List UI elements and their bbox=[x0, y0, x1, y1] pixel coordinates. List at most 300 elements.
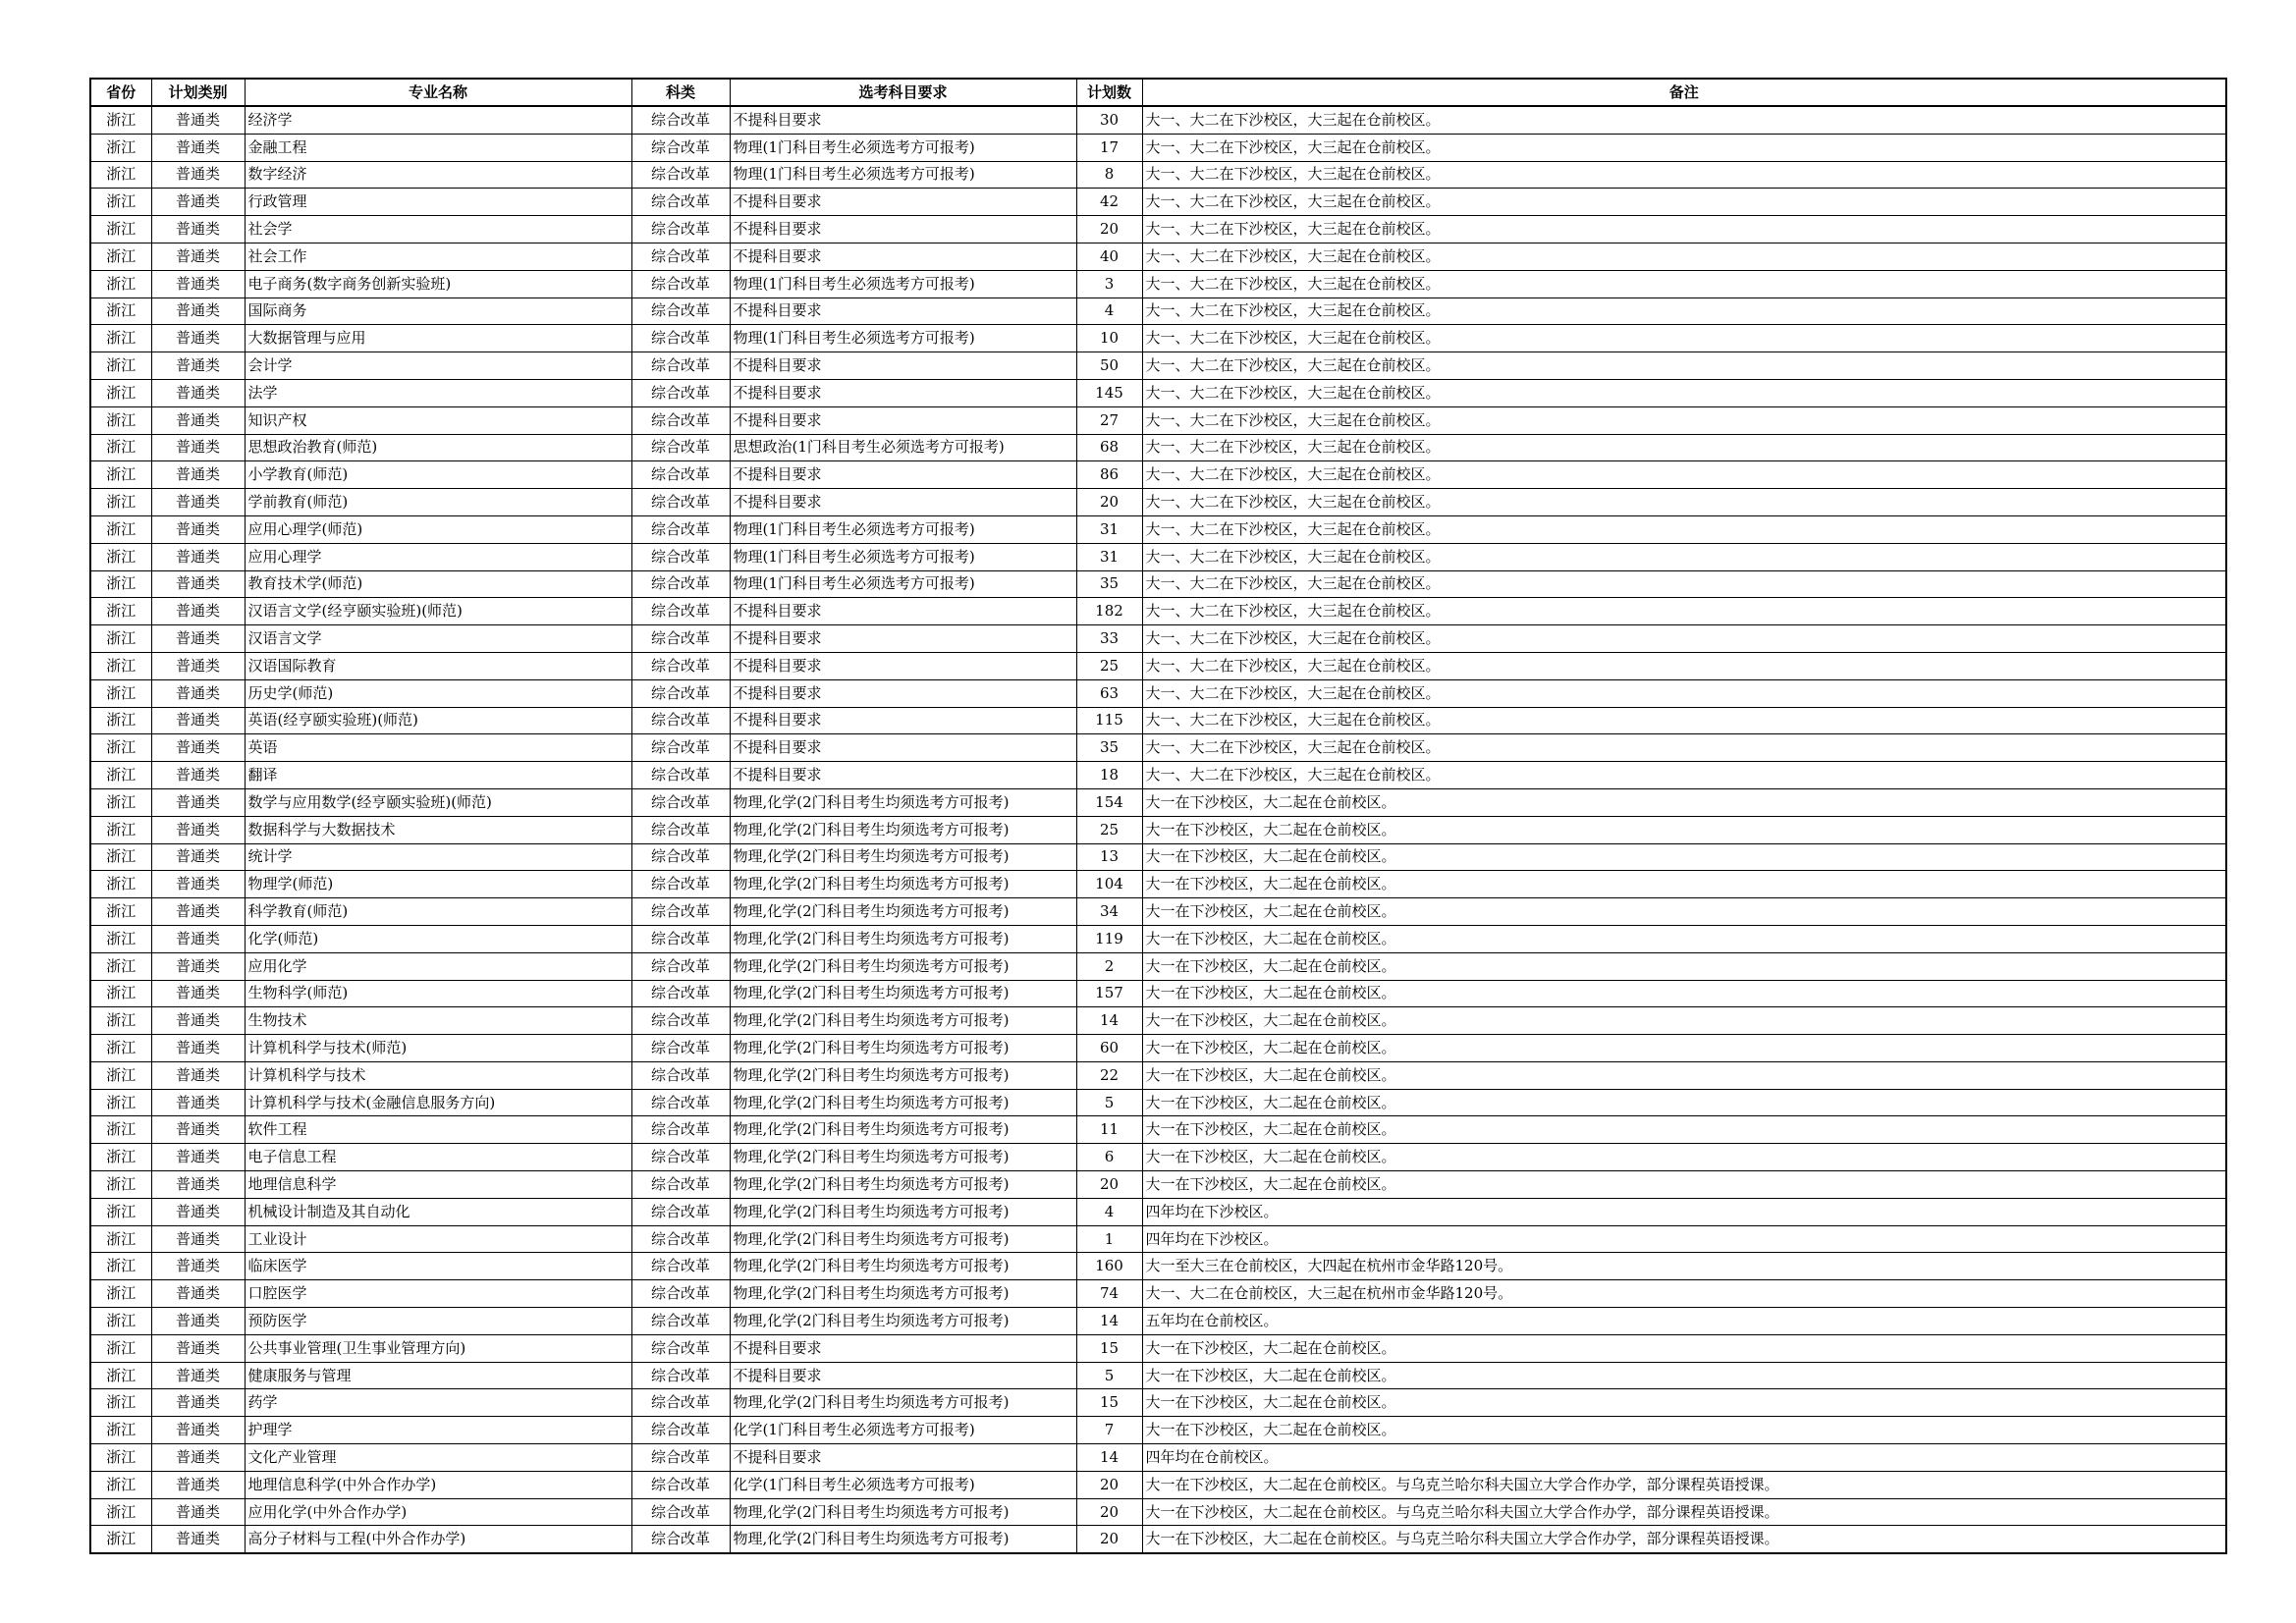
cell-province: 浙江 bbox=[90, 515, 151, 543]
table-row bbox=[90, 270, 2226, 298]
cell-subject-req: 不提科目要求 bbox=[730, 679, 1076, 707]
cell-remark: 四年均在仓前校区。 bbox=[1142, 1444, 2226, 1472]
table-row bbox=[90, 843, 2226, 871]
cell-plan-count: 13 bbox=[1076, 843, 1142, 871]
cell-major: 法学 bbox=[245, 379, 631, 406]
cell-major: 统计学 bbox=[245, 843, 631, 871]
cell-major: 计算机科学与技术(师范) bbox=[245, 1035, 631, 1062]
table-row bbox=[90, 1498, 2226, 1526]
cell-category: 综合改革 bbox=[631, 1198, 730, 1225]
cell-category: 综合改革 bbox=[631, 1144, 730, 1171]
cell-plan-type: 普通类 bbox=[151, 134, 245, 161]
cell-plan-type: 普通类 bbox=[151, 298, 245, 325]
cell-remark: 大一、大二在下沙校区，大三起在仓前校区。 bbox=[1142, 243, 2226, 270]
table-row bbox=[90, 762, 2226, 789]
table-row bbox=[90, 1308, 2226, 1335]
cell-province: 浙江 bbox=[90, 679, 151, 707]
cell-category: 综合改革 bbox=[631, 134, 730, 161]
cell-remark: 大一、大二在下沙校区，大三起在仓前校区。 bbox=[1142, 189, 2226, 216]
cell-plan-count: 35 bbox=[1076, 570, 1142, 598]
cell-remark: 大一、大二在下沙校区，大三起在仓前校区。 bbox=[1142, 134, 2226, 161]
cell-subject-req: 物理,化学(2门科目考生均须选考方可报考) bbox=[730, 1061, 1076, 1089]
header-province: 省份 bbox=[90, 79, 151, 106]
cell-category: 综合改革 bbox=[631, 1498, 730, 1526]
table-row bbox=[90, 898, 2226, 926]
cell-category: 综合改革 bbox=[631, 1444, 730, 1472]
cell-province: 浙江 bbox=[90, 598, 151, 625]
cell-remark: 大一在下沙校区，大二起在仓前校区。 bbox=[1142, 1362, 2226, 1389]
cell-province: 浙江 bbox=[90, 1526, 151, 1553]
cell-plan-count: 17 bbox=[1076, 134, 1142, 161]
header-subject-req: 选考科目要求 bbox=[730, 79, 1076, 106]
cell-plan-type: 普通类 bbox=[151, 461, 245, 489]
cell-plan-count: 10 bbox=[1076, 325, 1142, 352]
table-row bbox=[90, 1253, 2226, 1280]
table-row bbox=[90, 570, 2226, 598]
cell-major: 护理学 bbox=[245, 1417, 631, 1444]
cell-plan-count: 5 bbox=[1076, 1362, 1142, 1389]
cell-province: 浙江 bbox=[90, 1444, 151, 1472]
cell-category: 综合改革 bbox=[631, 1089, 730, 1116]
cell-plan-count: 3 bbox=[1076, 270, 1142, 298]
cell-province: 浙江 bbox=[90, 543, 151, 570]
cell-plan-type: 普通类 bbox=[151, 325, 245, 352]
table-row bbox=[90, 1116, 2226, 1144]
cell-subject-req: 不提科目要求 bbox=[730, 406, 1076, 434]
cell-province: 浙江 bbox=[90, 1362, 151, 1389]
cell-subject-req: 不提科目要求 bbox=[730, 1334, 1076, 1362]
table-row bbox=[90, 1334, 2226, 1362]
cell-category: 综合改革 bbox=[631, 570, 730, 598]
cell-remark: 大一在下沙校区，大二起在仓前校区。 bbox=[1142, 925, 2226, 952]
cell-province: 浙江 bbox=[90, 1144, 151, 1171]
cell-plan-count: 63 bbox=[1076, 679, 1142, 707]
cell-remark: 大一在下沙校区，大二起在仓前校区。 bbox=[1142, 1171, 2226, 1199]
cell-remark: 大一、大二在下沙校区，大三起在仓前校区。 bbox=[1142, 762, 2226, 789]
cell-category: 综合改革 bbox=[631, 816, 730, 843]
table-row bbox=[90, 625, 2226, 653]
cell-major: 应用心理学 bbox=[245, 543, 631, 570]
cell-subject-req: 物理(1门科目考生必须选考方可报考) bbox=[730, 570, 1076, 598]
cell-subject-req: 物理,化学(2门科目考生均须选考方可报考) bbox=[730, 843, 1076, 871]
cell-plan-type: 普通类 bbox=[151, 1280, 245, 1308]
cell-province: 浙江 bbox=[90, 298, 151, 325]
cell-province: 浙江 bbox=[90, 270, 151, 298]
table-row bbox=[90, 434, 2226, 461]
table-row bbox=[90, 489, 2226, 516]
cell-plan-type: 普通类 bbox=[151, 625, 245, 653]
cell-plan-type: 普通类 bbox=[151, 871, 245, 898]
table-row bbox=[90, 679, 2226, 707]
cell-remark: 大一在下沙校区，大二起在仓前校区。 bbox=[1142, 1389, 2226, 1417]
cell-plan-count: 20 bbox=[1076, 489, 1142, 516]
table-row bbox=[90, 1280, 2226, 1308]
cell-major: 小学教育(师范) bbox=[245, 461, 631, 489]
cell-remark: 大一、大二在下沙校区，大三起在仓前校区。 bbox=[1142, 434, 2226, 461]
cell-plan-count: 25 bbox=[1076, 816, 1142, 843]
table-row bbox=[90, 925, 2226, 952]
cell-major: 电子商务(数字商务创新实验班) bbox=[245, 270, 631, 298]
cell-category: 综合改革 bbox=[631, 1308, 730, 1335]
table-row bbox=[90, 1144, 2226, 1171]
table-row bbox=[90, 406, 2226, 434]
cell-category: 综合改革 bbox=[631, 298, 730, 325]
cell-province: 浙江 bbox=[90, 734, 151, 762]
cell-province: 浙江 bbox=[90, 652, 151, 679]
cell-major: 药学 bbox=[245, 1389, 631, 1417]
cell-plan-type: 普通类 bbox=[151, 1061, 245, 1089]
cell-province: 浙江 bbox=[90, 1389, 151, 1417]
cell-province: 浙江 bbox=[90, 1116, 151, 1144]
cell-plan-count: 160 bbox=[1076, 1253, 1142, 1280]
cell-province: 浙江 bbox=[90, 106, 151, 134]
table-body bbox=[90, 106, 2226, 1553]
cell-plan-count: 25 bbox=[1076, 652, 1142, 679]
cell-major: 物理学(师范) bbox=[245, 871, 631, 898]
cell-plan-count: 68 bbox=[1076, 434, 1142, 461]
cell-plan-count: 4 bbox=[1076, 1198, 1142, 1225]
cell-category: 综合改革 bbox=[631, 515, 730, 543]
cell-subject-req: 不提科目要求 bbox=[730, 216, 1076, 243]
cell-province: 浙江 bbox=[90, 898, 151, 926]
table-row bbox=[90, 106, 2226, 134]
cell-remark: 大一在下沙校区，大二起在仓前校区。 bbox=[1142, 1334, 2226, 1362]
cell-plan-type: 普通类 bbox=[151, 1389, 245, 1417]
cell-province: 浙江 bbox=[90, 1007, 151, 1035]
cell-subject-req: 物理,化学(2门科目考生均须选考方可报考) bbox=[730, 1171, 1076, 1199]
cell-plan-type: 普通类 bbox=[151, 161, 245, 189]
cell-plan-type: 普通类 bbox=[151, 189, 245, 216]
cell-subject-req: 不提科目要求 bbox=[730, 707, 1076, 734]
cell-plan-count: 15 bbox=[1076, 1389, 1142, 1417]
cell-remark: 大一、大二在下沙校区，大三起在仓前校区。 bbox=[1142, 625, 2226, 653]
header-remark: 备注 bbox=[1142, 79, 2226, 106]
cell-plan-count: 14 bbox=[1076, 1444, 1142, 1472]
cell-plan-type: 普通类 bbox=[151, 243, 245, 270]
cell-plan-type: 普通类 bbox=[151, 788, 245, 816]
cell-major: 生物科学(师范) bbox=[245, 980, 631, 1007]
cell-major: 知识产权 bbox=[245, 406, 631, 434]
cell-major: 历史学(师范) bbox=[245, 679, 631, 707]
cell-plan-type: 普通类 bbox=[151, 980, 245, 1007]
cell-subject-req: 物理,化学(2门科目考生均须选考方可报考) bbox=[730, 1089, 1076, 1116]
cell-plan-count: 157 bbox=[1076, 980, 1142, 1007]
cell-plan-type: 普通类 bbox=[151, 1471, 245, 1498]
cell-category: 综合改革 bbox=[631, 788, 730, 816]
cell-plan-count: 35 bbox=[1076, 734, 1142, 762]
cell-subject-req: 物理(1门科目考生必须选考方可报考) bbox=[730, 270, 1076, 298]
cell-remark: 大一、大二在下沙校区，大三起在仓前校区。 bbox=[1142, 298, 2226, 325]
cell-remark: 大一在下沙校区，大二起在仓前校区。与乌克兰哈尔科夫国立大学合作办学，部分课程英语授课。 bbox=[1142, 1498, 2226, 1526]
cell-category: 综合改革 bbox=[631, 1007, 730, 1035]
cell-subject-req: 不提科目要求 bbox=[730, 379, 1076, 406]
table-row bbox=[90, 352, 2226, 380]
table-row bbox=[90, 1444, 2226, 1472]
cell-subject-req: 化学(1门科目考生必须选考方可报考) bbox=[730, 1471, 1076, 1498]
cell-remark: 大一、大二在下沙校区，大三起在仓前校区。 bbox=[1142, 161, 2226, 189]
cell-category: 综合改革 bbox=[631, 843, 730, 871]
cell-province: 浙江 bbox=[90, 1225, 151, 1253]
cell-category: 综合改革 bbox=[631, 489, 730, 516]
table-row bbox=[90, 325, 2226, 352]
cell-category: 综合改革 bbox=[631, 161, 730, 189]
cell-plan-type: 普通类 bbox=[151, 952, 245, 980]
table-row bbox=[90, 816, 2226, 843]
cell-plan-count: 145 bbox=[1076, 379, 1142, 406]
cell-major: 金融工程 bbox=[245, 134, 631, 161]
cell-category: 综合改革 bbox=[631, 1471, 730, 1498]
cell-plan-count: 27 bbox=[1076, 406, 1142, 434]
cell-major: 社会学 bbox=[245, 216, 631, 243]
cell-plan-type: 普通类 bbox=[151, 434, 245, 461]
cell-plan-type: 普通类 bbox=[151, 1334, 245, 1362]
table-row bbox=[90, 543, 2226, 570]
cell-subject-req: 物理,化学(2门科目考生均须选考方可报考) bbox=[730, 1498, 1076, 1526]
cell-category: 综合改革 bbox=[631, 1362, 730, 1389]
table-row bbox=[90, 243, 2226, 270]
cell-category: 综合改革 bbox=[631, 270, 730, 298]
cell-remark: 大一在下沙校区，大二起在仓前校区。 bbox=[1142, 843, 2226, 871]
cell-plan-count: 115 bbox=[1076, 707, 1142, 734]
cell-plan-count: 20 bbox=[1076, 1471, 1142, 1498]
cell-plan-count: 22 bbox=[1076, 1061, 1142, 1089]
table-row bbox=[90, 1225, 2226, 1253]
cell-plan-type: 普通类 bbox=[151, 652, 245, 679]
cell-subject-req: 物理,化学(2门科目考生均须选考方可报考) bbox=[730, 1198, 1076, 1225]
cell-subject-req: 物理,化学(2门科目考生均须选考方可报考) bbox=[730, 1253, 1076, 1280]
table-row bbox=[90, 1035, 2226, 1062]
cell-plan-count: 11 bbox=[1076, 1116, 1142, 1144]
cell-province: 浙江 bbox=[90, 1417, 151, 1444]
table-row bbox=[90, 1362, 2226, 1389]
cell-subject-req: 物理,化学(2门科目考生均须选考方可报考) bbox=[730, 1116, 1076, 1144]
cell-category: 综合改革 bbox=[631, 543, 730, 570]
cell-major: 电子信息工程 bbox=[245, 1144, 631, 1171]
cell-major: 应用心理学(师范) bbox=[245, 515, 631, 543]
table-row bbox=[90, 1061, 2226, 1089]
cell-major: 公共事业管理(卫生事业管理方向) bbox=[245, 1334, 631, 1362]
cell-major: 健康服务与管理 bbox=[245, 1362, 631, 1389]
cell-plan-type: 普通类 bbox=[151, 1498, 245, 1526]
cell-subject-req: 物理,化学(2门科目考生均须选考方可报考) bbox=[730, 1308, 1076, 1335]
cell-plan-count: 14 bbox=[1076, 1308, 1142, 1335]
cell-subject-req: 化学(1门科目考生必须选考方可报考) bbox=[730, 1417, 1076, 1444]
cell-plan-count: 34 bbox=[1076, 898, 1142, 926]
table-row bbox=[90, 189, 2226, 216]
cell-major: 行政管理 bbox=[245, 189, 631, 216]
cell-plan-count: 5 bbox=[1076, 1089, 1142, 1116]
cell-province: 浙江 bbox=[90, 243, 151, 270]
cell-category: 综合改革 bbox=[631, 707, 730, 734]
cell-major: 大数据管理与应用 bbox=[245, 325, 631, 352]
table-row bbox=[90, 216, 2226, 243]
cell-plan-type: 普通类 bbox=[151, 570, 245, 598]
table-row bbox=[90, 707, 2226, 734]
cell-province: 浙江 bbox=[90, 1280, 151, 1308]
cell-province: 浙江 bbox=[90, 1308, 151, 1335]
cell-category: 综合改革 bbox=[631, 434, 730, 461]
cell-plan-type: 普通类 bbox=[151, 762, 245, 789]
cell-remark: 大一、大二在下沙校区，大三起在仓前校区。 bbox=[1142, 325, 2226, 352]
cell-plan-type: 普通类 bbox=[151, 898, 245, 926]
cell-plan-type: 普通类 bbox=[151, 543, 245, 570]
cell-plan-type: 普通类 bbox=[151, 1089, 245, 1116]
cell-subject-req: 物理(1门科目考生必须选考方可报考) bbox=[730, 134, 1076, 161]
cell-category: 综合改革 bbox=[631, 1417, 730, 1444]
cell-remark: 大一、大二在下沙校区，大三起在仓前校区。 bbox=[1142, 461, 2226, 489]
cell-remark: 大一在下沙校区，大二起在仓前校区。 bbox=[1142, 816, 2226, 843]
cell-subject-req: 物理(1门科目考生必须选考方可报考) bbox=[730, 161, 1076, 189]
cell-plan-count: 31 bbox=[1076, 543, 1142, 570]
cell-major: 思想政治教育(师范) bbox=[245, 434, 631, 461]
cell-subject-req: 物理,化学(2门科目考生均须选考方可报考) bbox=[730, 788, 1076, 816]
cell-remark: 大一在下沙校区，大二起在仓前校区。 bbox=[1142, 1417, 2226, 1444]
table-row bbox=[90, 161, 2226, 189]
cell-remark: 四年均在下沙校区。 bbox=[1142, 1198, 2226, 1225]
cell-major: 地理信息科学(中外合作办学) bbox=[245, 1471, 631, 1498]
cell-category: 综合改革 bbox=[631, 1116, 730, 1144]
cell-subject-req: 不提科目要求 bbox=[730, 1362, 1076, 1389]
table-row bbox=[90, 515, 2226, 543]
table-row bbox=[90, 952, 2226, 980]
cell-province: 浙江 bbox=[90, 952, 151, 980]
header-category: 科类 bbox=[631, 79, 730, 106]
cell-major: 社会工作 bbox=[245, 243, 631, 270]
cell-plan-count: 8 bbox=[1076, 161, 1142, 189]
cell-category: 综合改革 bbox=[631, 1253, 730, 1280]
cell-remark: 大一在下沙校区，大二起在仓前校区。 bbox=[1142, 1061, 2226, 1089]
cell-remark: 大一、大二在下沙校区，大三起在仓前校区。 bbox=[1142, 106, 2226, 134]
cell-subject-req: 物理,化学(2门科目考生均须选考方可报考) bbox=[730, 1144, 1076, 1171]
cell-category: 综合改革 bbox=[631, 625, 730, 653]
cell-remark: 大一、大二在下沙校区，大三起在仓前校区。 bbox=[1142, 707, 2226, 734]
cell-subject-req: 不提科目要求 bbox=[730, 298, 1076, 325]
cell-major: 临床医学 bbox=[245, 1253, 631, 1280]
cell-plan-type: 普通类 bbox=[151, 1308, 245, 1335]
cell-plan-type: 普通类 bbox=[151, 1144, 245, 1171]
cell-remark: 大一、大二在下沙校区，大三起在仓前校区。 bbox=[1142, 489, 2226, 516]
cell-remark: 大一、大二在下沙校区，大三起在仓前校区。 bbox=[1142, 734, 2226, 762]
cell-subject-req: 不提科目要求 bbox=[730, 461, 1076, 489]
header-plan-count: 计划数 bbox=[1076, 79, 1142, 106]
cell-province: 浙江 bbox=[90, 379, 151, 406]
cell-category: 综合改革 bbox=[631, 1334, 730, 1362]
cell-major: 会计学 bbox=[245, 352, 631, 380]
cell-subject-req: 物理,化学(2门科目考生均须选考方可报考) bbox=[730, 898, 1076, 926]
cell-subject-req: 物理(1门科目考生必须选考方可报考) bbox=[730, 515, 1076, 543]
cell-subject-req: 物理,化学(2门科目考生均须选考方可报考) bbox=[730, 980, 1076, 1007]
cell-subject-req: 物理(1门科目考生必须选考方可报考) bbox=[730, 325, 1076, 352]
cell-remark: 五年均在仓前校区。 bbox=[1142, 1308, 2226, 1335]
table-row bbox=[90, 598, 2226, 625]
cell-province: 浙江 bbox=[90, 489, 151, 516]
cell-major: 英语(经亨颐实验班)(师范) bbox=[245, 707, 631, 734]
cell-major: 应用化学 bbox=[245, 952, 631, 980]
cell-remark: 大一在下沙校区，大二起在仓前校区。 bbox=[1142, 1116, 2226, 1144]
cell-category: 综合改革 bbox=[631, 762, 730, 789]
table-row bbox=[90, 980, 2226, 1007]
cell-major: 计算机科学与技术 bbox=[245, 1061, 631, 1089]
cell-major: 预防医学 bbox=[245, 1308, 631, 1335]
cell-plan-type: 普通类 bbox=[151, 379, 245, 406]
cell-plan-count: 50 bbox=[1076, 352, 1142, 380]
cell-province: 浙江 bbox=[90, 625, 151, 653]
cell-category: 综合改革 bbox=[631, 189, 730, 216]
cell-major: 生物技术 bbox=[245, 1007, 631, 1035]
cell-major: 科学教育(师范) bbox=[245, 898, 631, 926]
cell-remark: 大一在下沙校区，大二起在仓前校区。 bbox=[1142, 1035, 2226, 1062]
cell-province: 浙江 bbox=[90, 707, 151, 734]
cell-subject-req: 物理(1门科目考生必须选考方可报考) bbox=[730, 543, 1076, 570]
cell-province: 浙江 bbox=[90, 1198, 151, 1225]
cell-plan-count: 20 bbox=[1076, 216, 1142, 243]
cell-category: 综合改革 bbox=[631, 1389, 730, 1417]
cell-remark: 大一、大二在下沙校区，大三起在仓前校区。 bbox=[1142, 352, 2226, 380]
cell-plan-count: 20 bbox=[1076, 1171, 1142, 1199]
enrollment-plan-table bbox=[89, 78, 2227, 1554]
table-row bbox=[90, 1526, 2226, 1553]
cell-major: 工业设计 bbox=[245, 1225, 631, 1253]
cell-province: 浙江 bbox=[90, 980, 151, 1007]
table-row bbox=[90, 1171, 2226, 1199]
cell-plan-count: 154 bbox=[1076, 788, 1142, 816]
table-row bbox=[90, 1417, 2226, 1444]
cell-subject-req: 物理,化学(2门科目考生均须选考方可报考) bbox=[730, 1007, 1076, 1035]
table-row bbox=[90, 1007, 2226, 1035]
cell-major: 翻译 bbox=[245, 762, 631, 789]
cell-plan-type: 普通类 bbox=[151, 1225, 245, 1253]
cell-major: 机械设计制造及其自动化 bbox=[245, 1198, 631, 1225]
cell-plan-count: 30 bbox=[1076, 106, 1142, 134]
cell-plan-count: 104 bbox=[1076, 871, 1142, 898]
cell-category: 综合改革 bbox=[631, 679, 730, 707]
table-row bbox=[90, 788, 2226, 816]
cell-plan-type: 普通类 bbox=[151, 1253, 245, 1280]
cell-remark: 大一在下沙校区，大二起在仓前校区。 bbox=[1142, 1144, 2226, 1171]
cell-plan-count: 2 bbox=[1076, 952, 1142, 980]
cell-province: 浙江 bbox=[90, 1035, 151, 1062]
cell-plan-count: 7 bbox=[1076, 1417, 1142, 1444]
cell-subject-req: 物理,化学(2门科目考生均须选考方可报考) bbox=[730, 1035, 1076, 1062]
cell-subject-req: 不提科目要求 bbox=[730, 625, 1076, 653]
cell-subject-req: 不提科目要求 bbox=[730, 189, 1076, 216]
table-row bbox=[90, 1089, 2226, 1116]
cell-subject-req: 物理,化学(2门科目考生均须选考方可报考) bbox=[730, 1280, 1076, 1308]
cell-plan-count: 31 bbox=[1076, 515, 1142, 543]
cell-plan-type: 普通类 bbox=[151, 1007, 245, 1035]
cell-major: 地理信息科学 bbox=[245, 1171, 631, 1199]
header-row bbox=[90, 79, 2226, 106]
table-row bbox=[90, 1198, 2226, 1225]
cell-category: 综合改革 bbox=[631, 325, 730, 352]
cell-remark: 大一在下沙校区，大二起在仓前校区。 bbox=[1142, 1007, 2226, 1035]
cell-category: 综合改革 bbox=[631, 1061, 730, 1089]
cell-province: 浙江 bbox=[90, 816, 151, 843]
cell-province: 浙江 bbox=[90, 406, 151, 434]
cell-remark: 大一、大二在仓前校区，大三起在杭州市金华路120号。 bbox=[1142, 1280, 2226, 1308]
cell-remark: 大一至大三在仓前校区，大四起在杭州市金华路120号。 bbox=[1142, 1253, 2226, 1280]
cell-remark: 大一在下沙校区，大二起在仓前校区。与乌克兰哈尔科夫国立大学合作办学，部分课程英语授课。 bbox=[1142, 1526, 2226, 1553]
cell-major: 软件工程 bbox=[245, 1116, 631, 1144]
cell-plan-count: 20 bbox=[1076, 1526, 1142, 1553]
cell-plan-count: 119 bbox=[1076, 925, 1142, 952]
cell-category: 综合改革 bbox=[631, 952, 730, 980]
cell-province: 浙江 bbox=[90, 352, 151, 380]
cell-category: 综合改革 bbox=[631, 1171, 730, 1199]
cell-subject-req: 不提科目要求 bbox=[730, 598, 1076, 625]
cell-subject-req: 物理,化学(2门科目考生均须选考方可报考) bbox=[730, 816, 1076, 843]
cell-province: 浙江 bbox=[90, 1089, 151, 1116]
